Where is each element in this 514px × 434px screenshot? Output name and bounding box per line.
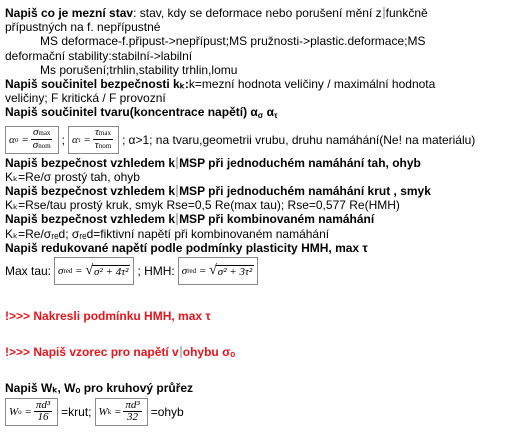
text-cursor bbox=[176, 213, 178, 225]
hmh-equation: σ red = √ σ² + 3τ² bbox=[178, 257, 258, 285]
answer-text: Max tau: bbox=[5, 264, 52, 279]
reduced-stress-formulas bbox=[5, 255, 510, 287]
text-cursor bbox=[180, 346, 182, 358]
question-heading: Napiš redukované napětí podle podmínky plasticity HMH, max τ bbox=[5, 240, 368, 255]
answer-text: Kₖ=Rse/tau prostý kruk, smyk Rse=0,5 Re(max tau); Rse=0,577 Re(HMH) bbox=[5, 198, 400, 213]
text-cursor bbox=[383, 7, 385, 19]
question-heading: Napiš bezpečnost vzhledem k MSP při kombinovaném namáhání bbox=[5, 212, 375, 227]
line-mezni-stav bbox=[5, 6, 510, 20]
answer-text: veličiny; F kritická / F provozní bbox=[5, 91, 166, 106]
answer-text: Ms porušení;trhlin,stability trhlin,lomu bbox=[40, 62, 238, 77]
answer-text: =krut; bbox=[61, 404, 92, 419]
shape-factor-formulas: α σ = $\frac{\sigma\max}{\text{σnom}}$ ; α τ = $\frac{\tau\max}{\text{τnom}}$ ; α>1; na tvaru,geometrii vrubu, druhu namáhání(Ne! na materiálu) bbox=[5, 124, 510, 156]
answer-text: α>1; na tvaru,geometrii vrubu, druhu namáhání(Ne! na materiálu) bbox=[128, 132, 476, 147]
answer-text: Kₖ=Re/σᵣₑd; σᵣₑd=fiktivní napětí při kombinovaném namáhání bbox=[5, 226, 330, 241]
fraction: $\frac{\text{πd³}}{16}$ bbox=[35, 399, 51, 424]
answer-text: : stav, kdy se deformace nebo porušení mění z bbox=[133, 6, 382, 20]
question-heading: Napiš Wₖ, Wₒ pro kruhový průřez bbox=[5, 381, 194, 396]
answer-text: přípustných na f. nepřípustné bbox=[5, 20, 161, 35]
answer-text: Kₖ=Re/σ prostý tah, ohyb bbox=[5, 169, 140, 184]
todo-note: !>>> Nakresli podmínku HMH, max τ bbox=[5, 309, 211, 324]
answer-text: MS deformace-f.připust->nepřípust;MS pružnosti->plastic.deformace;MS bbox=[40, 34, 426, 49]
max-tau-equation: σ red = √ σ² + 4τ² bbox=[54, 257, 134, 285]
section-modulus-formulas bbox=[5, 396, 510, 428]
question-heading: Napiš bezpečnost vzhledem k MSP při jednoduchém namáhání krut , smyk bbox=[5, 184, 431, 199]
wo-equation: W o = $\frac{\text{πd³}}{16}$ bbox=[5, 398, 58, 426]
answer-text: k=mezní hodnota veličiny / maximální hodnota bbox=[188, 77, 436, 92]
question-heading: Napiš bezpečnost vzhledem k MSP při jednoduchém namáhání tah, ohyb bbox=[5, 155, 421, 170]
document-body bbox=[5, 6, 510, 428]
answer-text: =ohyb bbox=[150, 404, 184, 419]
alpha-tau-equation: α τ = $\frac{\tau\max}{\text{τnom}}$ bbox=[68, 126, 119, 154]
question-heading: Napiš součinitel tvaru(koncentrace napětí) $\alpha_\sigma$ $\alpha_\tau$ bbox=[5, 105, 278, 121]
square-root: √ σ² + 4τ² bbox=[85, 263, 129, 279]
wk-equation: W k = $\frac{\text{πd³}}{32}$ bbox=[95, 398, 148, 426]
square-root: √ σ² + 3τ² bbox=[209, 263, 253, 279]
answer-text: funkčně bbox=[385, 6, 428, 20]
alpha-sigma-equation: α σ = $\frac{\sigma\max}{\text{σnom}}$ bbox=[5, 126, 59, 154]
fraction: $\frac{\text{πd³}}{32}$ bbox=[125, 399, 140, 424]
question-heading: Napiš součinitel bezpečnosti kₖ: bbox=[5, 77, 189, 92]
fraction: $\frac{\tau\max}{\text{τnom}}$ bbox=[94, 126, 112, 152]
answer-text: ; HMH: bbox=[137, 264, 175, 279]
text-cursor bbox=[176, 185, 178, 197]
todo-note: !>>> Napiš vzorec pro napětí v ohybu σₒ bbox=[5, 345, 236, 360]
line-soucinitel-bezpecnosti bbox=[5, 77, 510, 91]
text-cursor bbox=[176, 157, 178, 169]
answer-text: deformační stability:stabilní->labilní bbox=[5, 48, 193, 63]
question-heading: Napiš co je mezní stav bbox=[5, 6, 134, 20]
fraction: $\frac{\sigma\max}{\text{σnom}}$ bbox=[32, 126, 51, 152]
